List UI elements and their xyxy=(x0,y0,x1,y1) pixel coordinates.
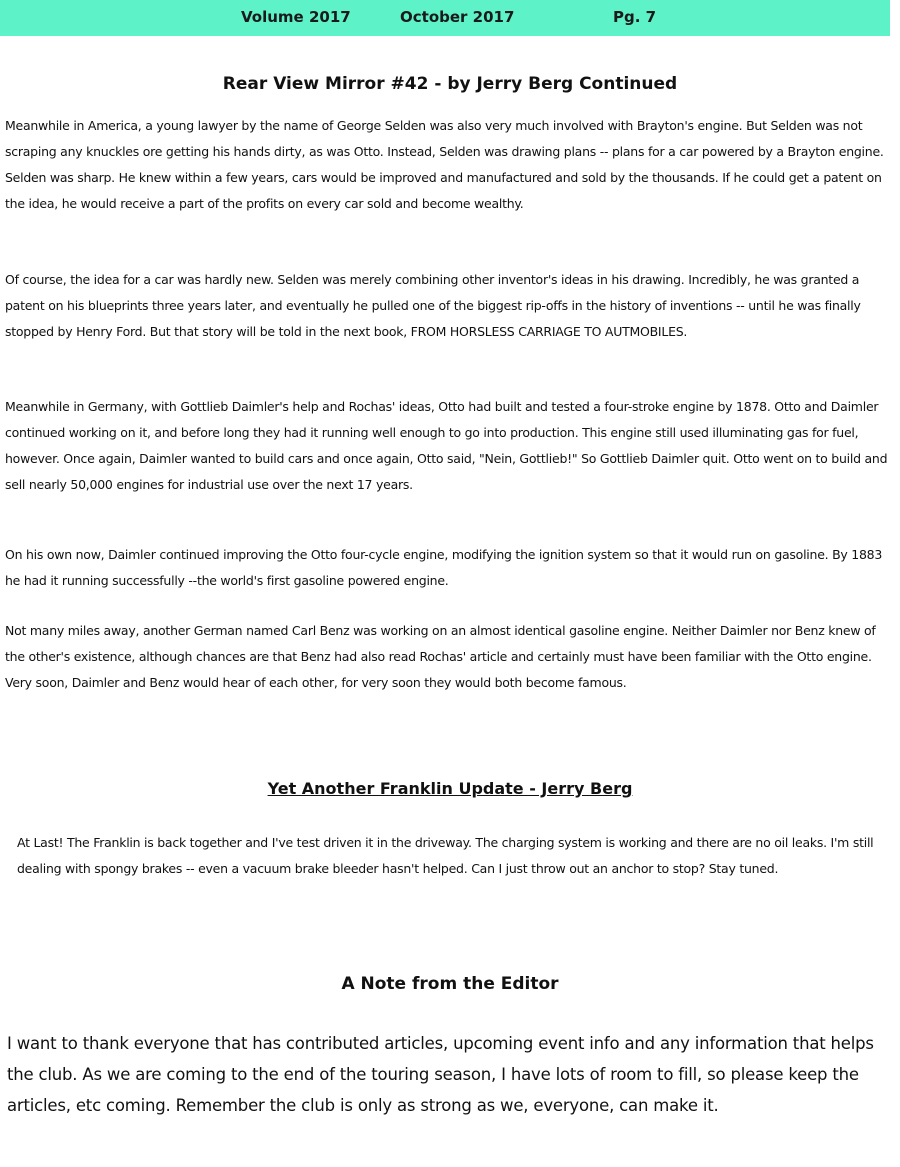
volume-label: Volume 2017 xyxy=(241,8,351,26)
rear-view-mirror-title: Rear View Mirror #42 - by Jerry Berg Continued xyxy=(222,74,678,94)
rear-view-paragraph-2: Of course, the idea for a car was hardly new. Selden was merely combining other inventor's ideas in his drawing. Incredibly, he was granted a patent on his blueprints three years later, and eventually he pulled one of the biggest rip-offs in the history of inventions -- until he was finally stopped by Henry Ford. But that story will be told in the next book, FROM HORSLESS CARRIAGE TO AUTMOBILES. xyxy=(5,272,861,339)
page-number-label: Pg. 7 xyxy=(613,8,657,26)
editor-note-paragraph: I want to thank everyone that has contributed articles, upcoming event info and any information that helps the club. As we are coming to the end of the touring season, I have lots of room to fill, so please keep the articles, etc coming. Remember the club is only as strong as we, everyone, can make it. xyxy=(7,1034,874,1115)
editor-note-title: A Note from the Editor xyxy=(341,974,559,994)
franklin-update-paragraph: At Last! The Franklin is back together and I've test driven it in the driveway. The charging system is working and there are no oil leaks. I'm still dealing with spongy brakes -- even a vacuum brake bleeder hasn't helped. Can I just throw out an anchor to stop? Stay tuned. xyxy=(17,835,874,876)
rear-view-paragraph-4: On his own now, Daimler continued improving the Otto four-cycle engine, modifying the ignition system so that it would run on gasoline. By 1883 he had it running successfully --the world's first gasoline powered engine. xyxy=(5,547,883,588)
franklin-update-title: Yet Another Franklin Update - Jerry Berg xyxy=(267,779,633,798)
rear-view-paragraph-5: Not many miles away, another German named Carl Benz was working on an almost identical gasoline engine. Neither Daimler nor Benz knew of the other's existence, although chances are that Benz had also read Rochas' article and certainly must have been familiar with the Otto engine. Very soon, Daimler and Benz would hear of each other, for very soon they would both become famous. xyxy=(5,623,876,690)
newsletter-header-bar xyxy=(0,0,890,36)
rear-view-paragraph-3: Meanwhile in Germany, with Gottlieb Daimler's help and Rochas' ideas, Otto had built and tested a four-stroke engine by 1878. Otto and Daimler continued working on it, and before long they had it running well enough to go into production. This engine still used illuminating gas for fuel, however. Once again, Daimler wanted to build cars and once again, Otto said, "Nein, Gottlieb!" So Gottlieb Daimler quit. Otto went on to build and sell nearly 50,000 engines for industrial use over the next 17 years. xyxy=(5,399,888,492)
rear-view-paragraph-1: Meanwhile in America, a young lawyer by the name of George Selden was also very much involved with Brayton's engine. But Selden was not scraping any knuckles ore getting his hands dirty, as was Otto. Instead, Selden was drawing plans -- plans for a car powered by a Brayton engine. Selden was sharp. He knew within a few years, cars would be improved and manufactured and sold by the thousands. If he could get a patent on the idea, he would receive a part of the profits on every car sold and become wealthy. xyxy=(5,118,884,211)
issue-month-label: October 2017 xyxy=(400,8,515,26)
